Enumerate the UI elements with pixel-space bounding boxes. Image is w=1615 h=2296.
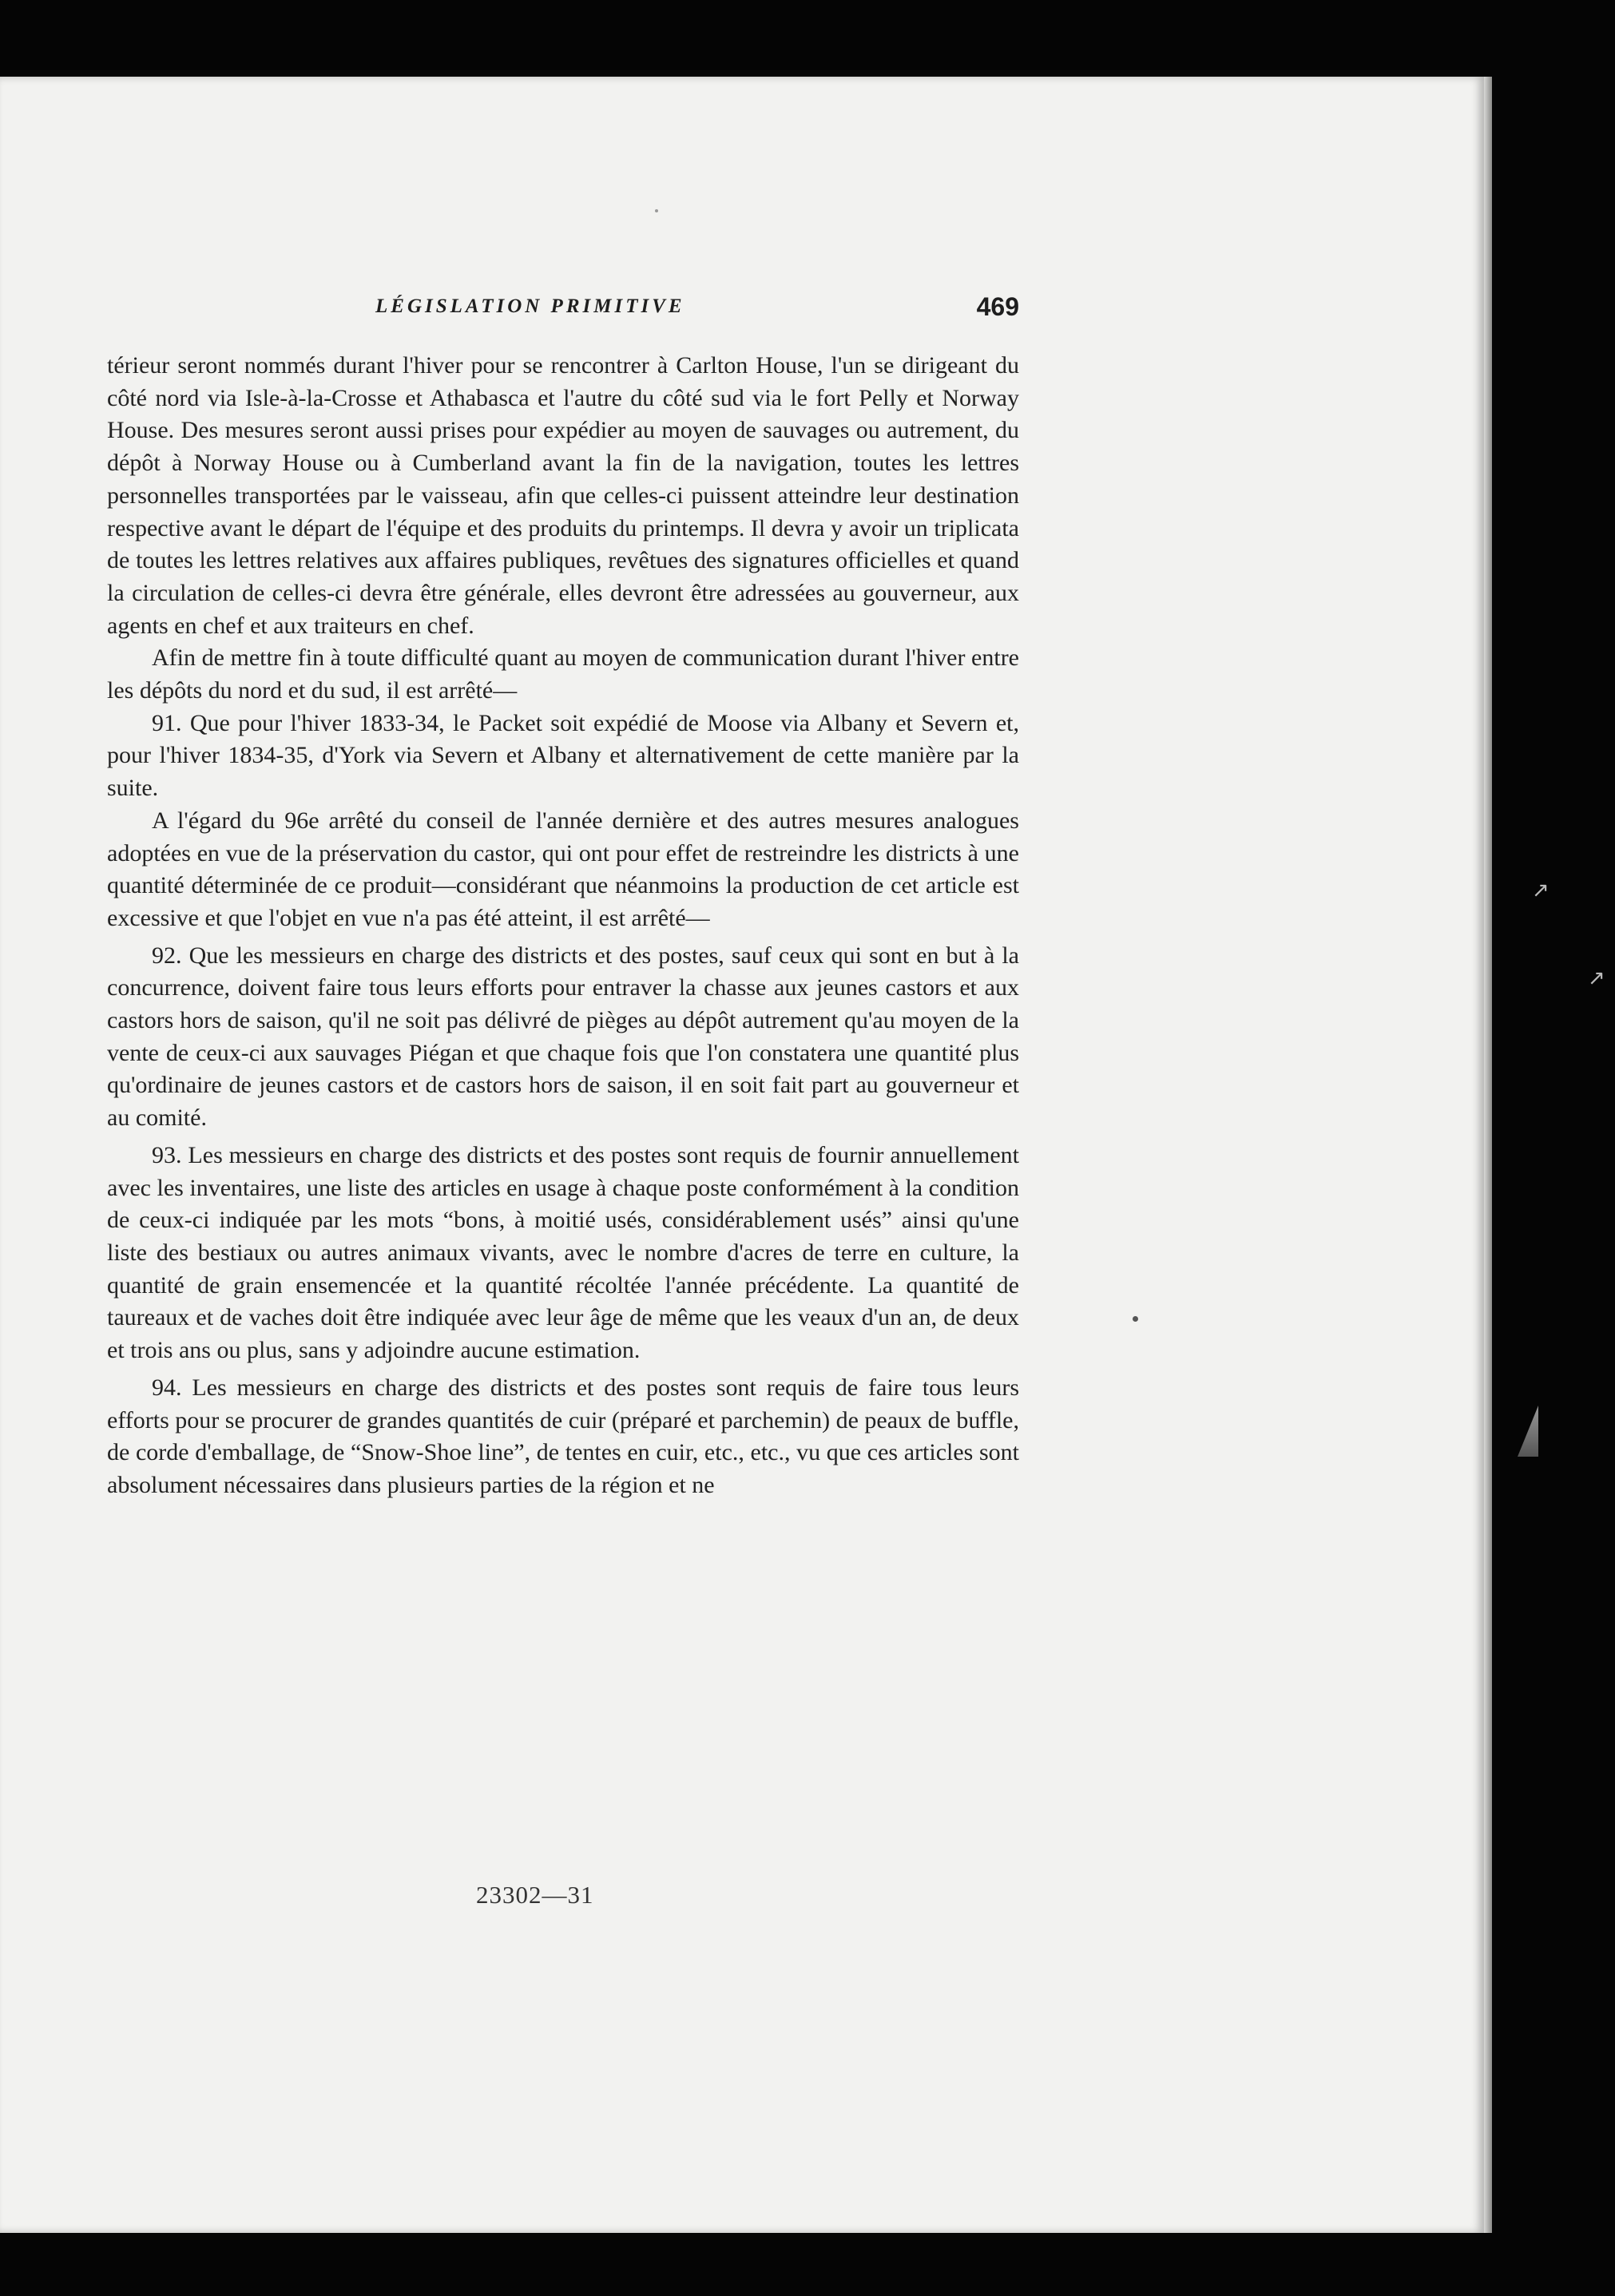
page-number: 469 — [976, 292, 1019, 321]
paragraph-article-91: 91. Que pour l'hiver 1833-34, le Packet soit expédié de Moose via Albany et Severn et, pour l'hiver 1834-35, d'York via Severn et Albany et alternativement de cette manière par la suite. — [107, 709, 1019, 802]
edge-mark: ↗ — [1588, 966, 1605, 990]
page-header — [375, 292, 1019, 327]
running-title: LÉGISLATION PRIMITIVE — [375, 295, 685, 317]
paragraph-intro-communication: Afin de mettre fin à toute difficulté quant au moyen de communication durant l'hiver entre les dépôts du nord et du sud, il est arrêté— — [107, 644, 1019, 704]
edge-mark: ↗ — [1532, 878, 1550, 902]
paragraph-article-94: 94. Les messieurs en charge des districts et des postes sont requis de faire tous leurs efforts pour se procurer de grandes quantités de cuir (préparé et parchemin) de peaux de buffle, de corde d'emballage, de “Snow-Shoe line”, de tentes en cuir, etc., etc., vu que ces articles sont absolument nécessaires dans plusieurs parties de la région et ne — [107, 1374, 1019, 1498]
body-text — [107, 350, 1019, 1502]
paragraph-continuation: térieur seront nommés durant l'hiver pour se rencontrer à Carlton House, l'un se dirigeant du côté nord via Isle-à-la-Crosse et Athabasca et l'autre du côté sud via le fort Pelly et Norway House. Des mesures seront aussi prises pour expédier au moyen de sauvages ou autrement, du dépôt à Norway House ou à Cumberland avant la fin de la navigation, toutes les lettres personnelles transportées par le vaisseau, afin que celles-ci puissent atteindre leur destination respective avant le départ de l'équipe et des produits du printemps. Il devra y avoir un triplicata de toutes les lettres relatives aux affaires publiques, revêtues des signatures officielles et quand la circulation de celles-ci devra être générale, elles devront être adressées au gouverneur, aux agents en chef et aux traiteurs en chef. — [107, 352, 1019, 639]
paragraph-preamble-96: A l'égard du 96e arrêté du conseil de l'année dernière et des autres mesures analogues adoptées en vue de la préservation du castor, qui ont pour effet de restreindre les districts à une quantité déterminée de ce produit—considérant que néanmoins la production de cet article est excessive et que l'objet en vue n'a pas été atteint, il est arrêté— — [107, 807, 1019, 931]
paragraph-article-92: 92. Que les messieurs en charge des districts et des postes, sauf ceux qui sont en but à la concurrence, doivent faire tous leurs efforts pour entraver la chasse aux jeunes castors et aux castors hors de saison, qu'il ne soit pas délivré de pièges au dépôt autrement qu'au moyen de la vente de ceux-ci aux sauvages Piégan et que chaque fois que l'on constatera une quantité plus qu'ordinaire de jeunes castors et de castors hors de saison, il en soit fait part au gouverneur et au comité. — [107, 942, 1019, 1132]
dust-speck — [655, 209, 658, 212]
paragraph-article-93: 93. Les messieurs en charge des districts et des postes sont requis de fournir annuellement avec les inventaires, une liste des articles en usage à chaque poste conformément à la condition de ceux-ci indiquée par les mots “bons, à moitié usés, considérablement usés” ainsi qu'une liste des bestiaux ou autres animaux vivants, avec le nombre d'acres de terre en culture, la quantité de grain ensemencée et la quantité récoltée l'année précédente. La quantité de taureaux et de vaches doit être indiquée avec leur âge de même que les veaux d'un an, de deux et trois ans ou plus, sans y adjoindre aucune estimation. — [107, 1141, 1019, 1364]
page-edge — [1484, 77, 1492, 2233]
dust-speck — [1133, 1316, 1138, 1322]
signature-mark: 23302—31 — [476, 1881, 594, 1909]
